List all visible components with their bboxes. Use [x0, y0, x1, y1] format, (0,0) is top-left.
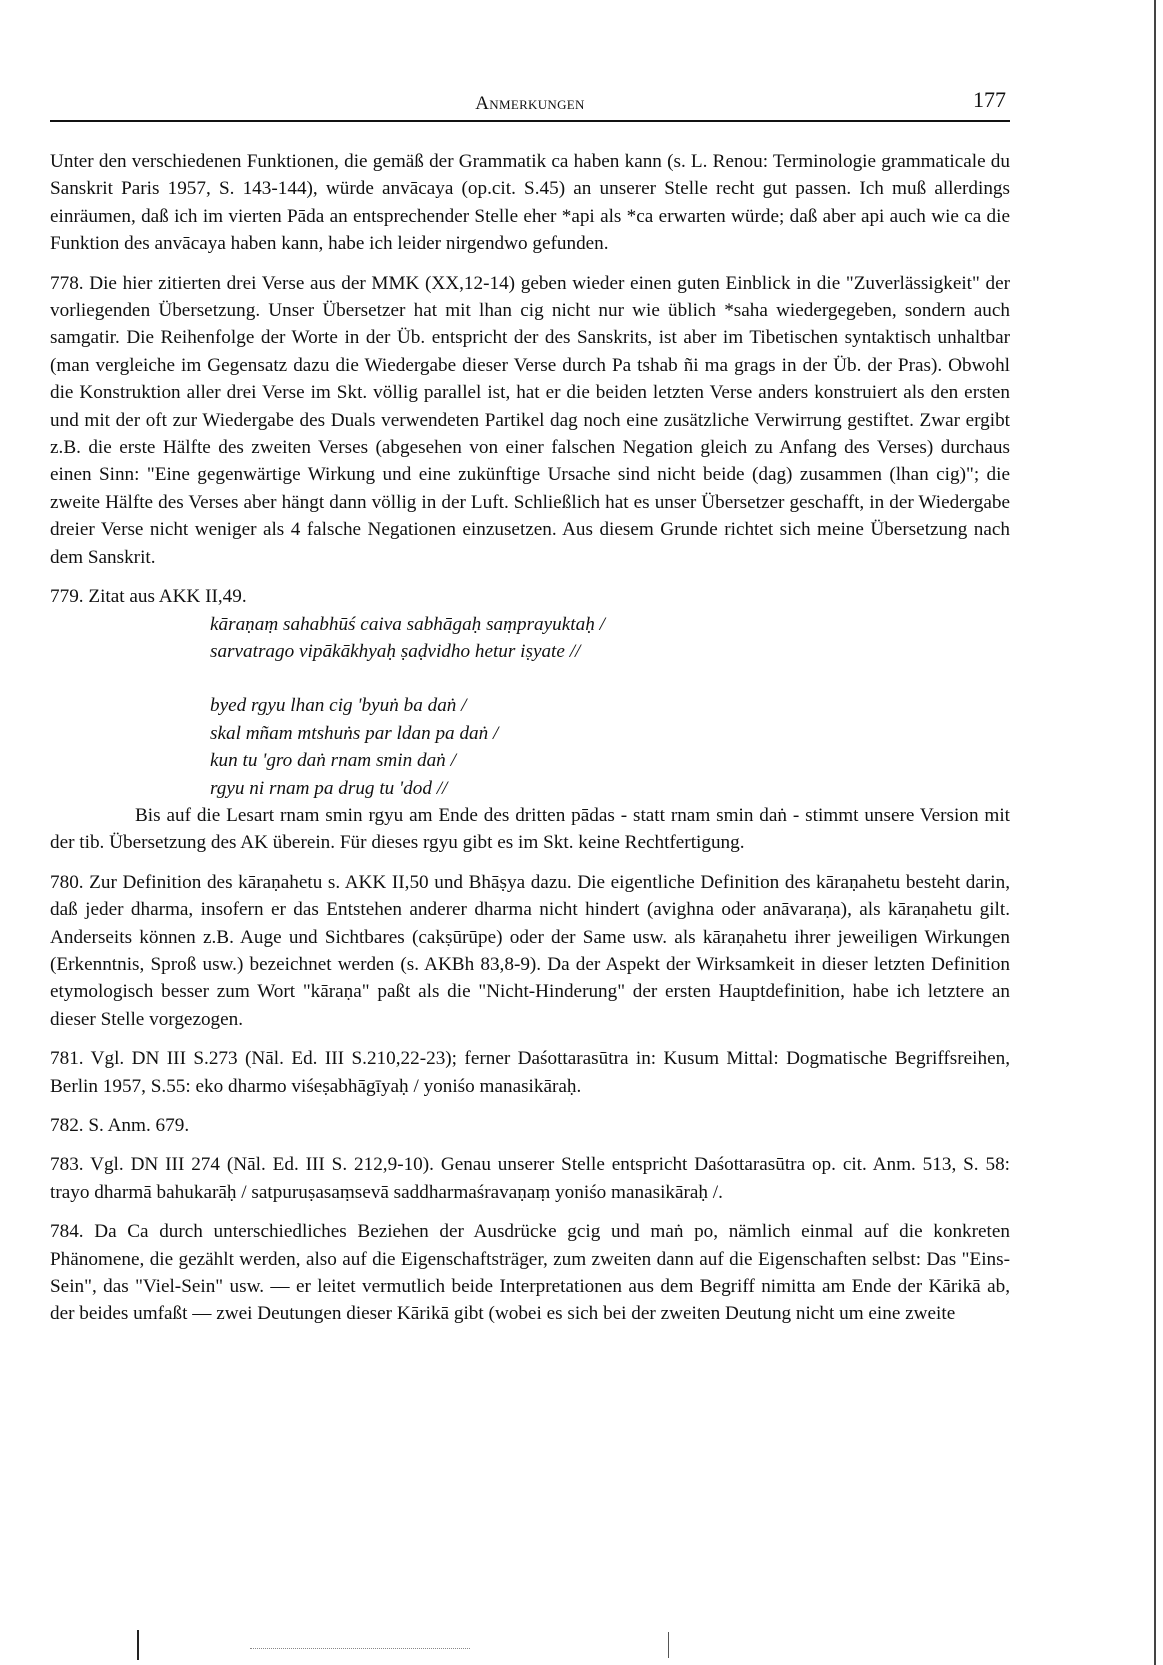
note-784: 784. Da Ca durch unterschiedliches Beziehen der Ausdrücke gcig und maṅ po, nämlich einmal auf die konkreten Phänomene, die gezählt werden, also auf die Eigenschaftsträger, zum zweiten dann auf die Eigenschaften selbst: Das "Eins-Sein", das "Viel-Sein" usw. — er leitet vermutlich beide Interpretationen aus dem Begriff nimitta am Ende der Kārikā ab, der beides umfaßt — zwei Deutungen dieser Kārikā gibt (wobei es sich bei der zweiten Deutung nicht um eine zweite [50, 1221, 1010, 1325]
paragraph-continuation: Unter den verschiedenen Funktionen, die gemäß der Grammatik ca haben kann (s. L. Renou: Terminologie grammaticale du Sanskrit Paris 1957, S. 143-144), würde anvācaya (op.cit. S.45) an unserer Stelle recht gut passen. Ich muß allerdings einräumen, daß ich im vierten Pāda an entsprechender Stelle eher *api als *ca erwarten würde; daß aber api auch wie ca die Funktion des anvācaya haben kann, habe ich leider nirgendwo gefunden. [50, 151, 1010, 255]
scan-edge-rule [1154, 0, 1156, 1665]
page-body [50, 88, 1010, 1340]
note-778: 778. Die hier zitierten drei Verse aus der MMK (XX,12-14) geben wieder einen guten Einblick in die "Zuverlässigkeit" der vorliegenden Übersetzung. Unser Übersetzer hat mit lhan cig nicht nur wie üblich *saha wiedergegeben, sondern auch samgatir. Die Reihenfolge der Worte in der Üb. entspricht der des Sanskrits, ist aber im Tibetischen syntaktisch unhaltbar (man vergleiche im Gegensatz dazu die Wiedergabe dieser Verse durch Pa tshab ñi ma grags in der Üb. der Pras). Obwohl die Konstruktion aller drei Verse im Skt. völlig parallel ist, hat er die beiden letzten Verse anders konstruiert als den ersten und mit der oft zur Wiedergabe des Duals verwendeten Partikel dag noch eine zusätzliche Verwirrung gestiftet. Zwar ergibt z.B. die erste Hälfte des zweiten Verses (abgesehen von einer falschen Negation gleich zu Anfang des Verses) durchaus einen Sinn: "Eine gegenwärtige Wirkung und eine zukünftige Ursache sind nicht beide (dag) zusammen (lhan cig)"; die zweite Hälfte des Verses aber hängt dann völlig in der Luft. Schließlich hat es unser Übersetzer geschafft, in der Wiedergabe dreier Verse nicht weniger als 4 falsche Negationen einzusetzen. Aus diesem Grunde richtet sich meine Übersetzung nach dem Sanskrit. [50, 272, 1010, 568]
sanskrit-verse-line: sarvatrago vipākākhyaḥ ṣaḍvidho hetur iṣyate // [210, 640, 581, 662]
running-header [50, 88, 1010, 122]
tibetan-verse-line: rgyu ni rnam pa drug tu 'dod // [210, 777, 448, 799]
note-779-commentary: Bis auf die Lesart rnam smin rgyu am Ende des dritten pādas - statt rnam smin daṅ - stimmt unsere Version mit der tib. Übersetzung des AK überein. Für dieses rgyu gibt es im Skt. keine Rechtfertigung. [50, 804, 1010, 854]
running-title: Anmerkungen [475, 93, 585, 114]
scan-margin-mark [668, 1632, 669, 1658]
tibetan-verse-line: byed rgyu lhan cig 'byuṅ ba daṅ / [210, 695, 467, 717]
note-779 [50, 583, 1010, 857]
page-number: 177 [973, 87, 1006, 112]
tibetan-verse-line: skal mñam mtshuṅs par ldan pa daṅ / [210, 722, 499, 744]
note-780: 780. Zur Definition des kāraṇahetu s. AKK II,50 und Bhāṣya dazu. Die eigentliche Definition des kāraṇahetu besteht darin, daß jeder dharma, insofern er das Entstehen anderer dharma nicht hindert (avighna oder anāvaraṇa), als kāraṇahetu gilt. Anderseits können z.B. Auge und Sichtbares (cakṣūrūpe) oder der Same usw. als kāraṇahetu ihrer jeweiligen Wirkungen (Erkenntnis, Sproß usw.) bezeichnet werden (s. AKBh 83,8-9). Da der Aspekt der Wirksamkeit in dieser letzten Definition etymologisch besser zum Wort "kāraṇa" paßt als die "Nicht-Hinderung" der ersten Hauptdefinition, habe ich letztere an dieser Stelle vorgezogen. [50, 871, 1010, 1030]
note-779-intro: 779. Zitat aus AKK II,49. [50, 586, 247, 608]
sanskrit-verse-line: kāraṇaṃ sahabhūś caiva sabhāgaḥ saṃprayuktaḥ / [210, 613, 605, 635]
scan-noise [250, 1648, 470, 1651]
tibetan-verse-line: kun tu 'gro daṅ rnam smin daṅ / [210, 750, 456, 772]
note-783: 783. Vgl. DN III 274 (Nāl. Ed. III S. 212,9-10). Genau unserer Stelle entspricht Daśottarasūtra op. cit. Anm. 513, S. 58: trayo dharmā bahukarāḥ / satpuruṣasaṃsevā saddharmaśravaṇaṃ yoniśo manasikāraḥ /. [50, 1154, 1010, 1203]
note-781: 781. Vgl. DN III S.273 (Nāl. Ed. III S.210,22-23); ferner Daśottarasūtra in: Kusum Mittal: Dogmatische Begriffsreihen, Berlin 1957, S.55: eko dharmo viśeṣabhāgīyaḥ / yoniśo manasikāraḥ. [50, 1048, 1010, 1097]
scan-margin-mark [137, 1630, 139, 1660]
note-782: 782. S. Anm. 679. [50, 1115, 190, 1136]
